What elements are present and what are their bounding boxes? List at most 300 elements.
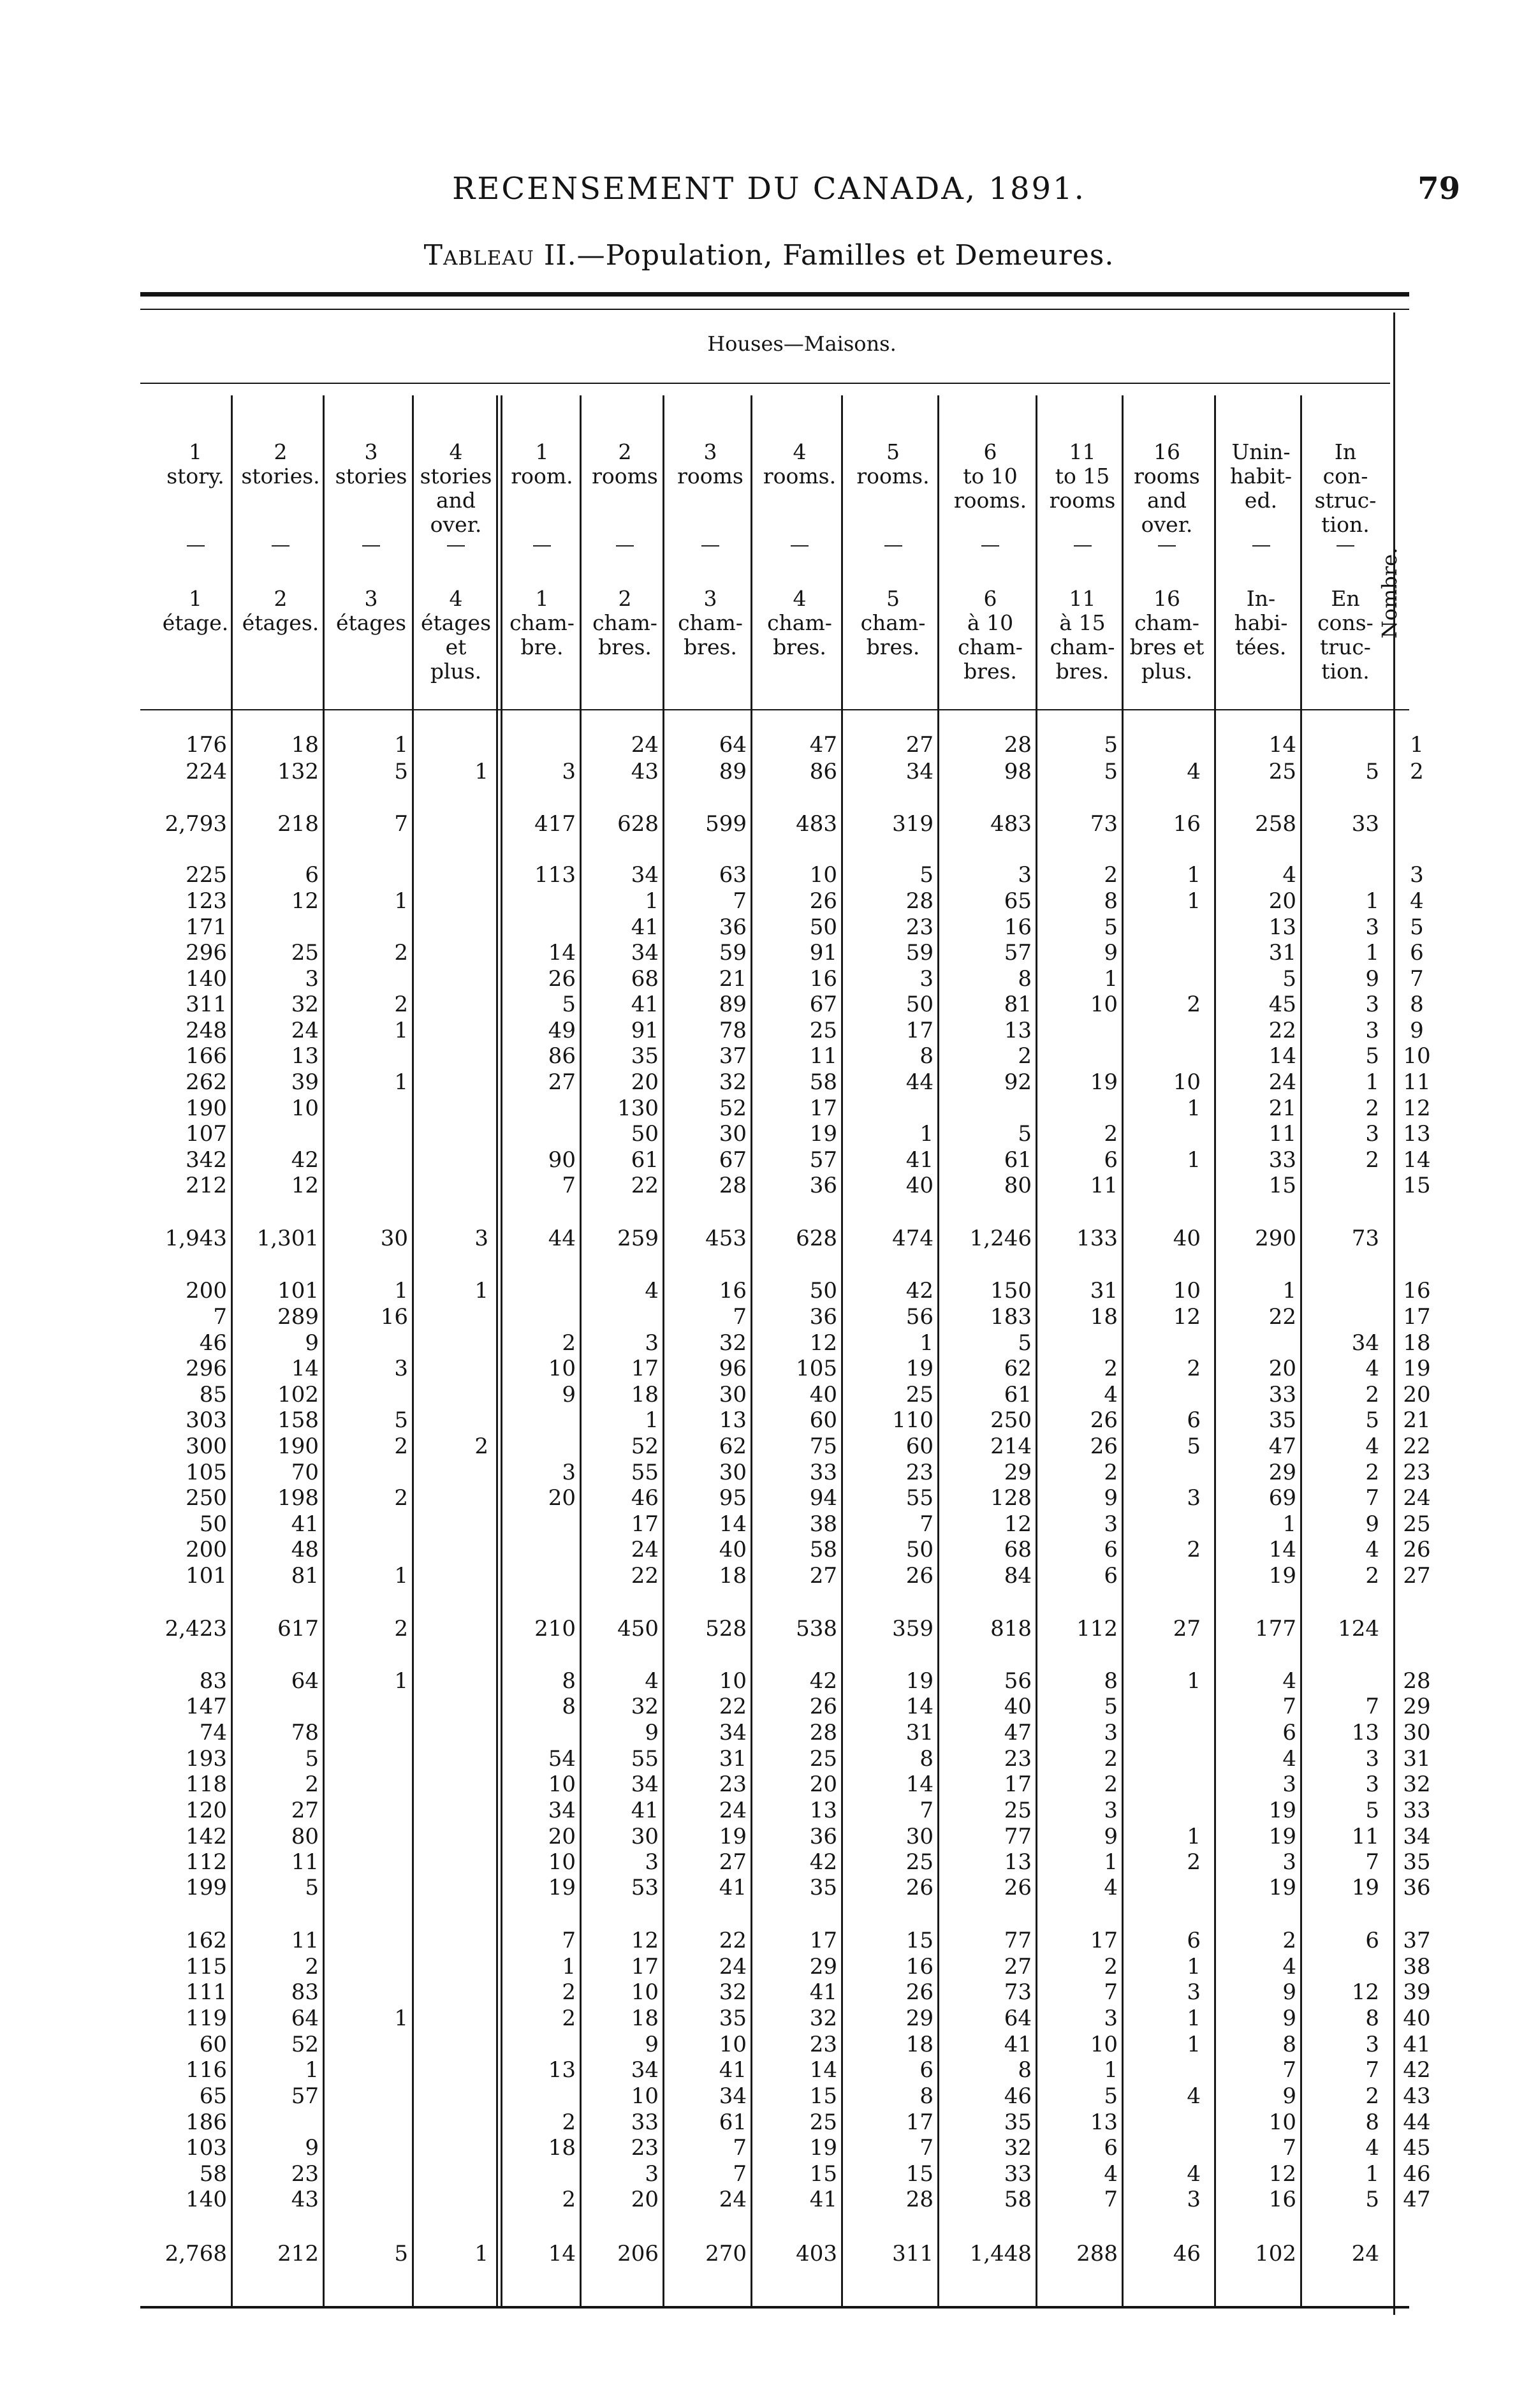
column-separator (323, 395, 325, 2309)
column-header-en-line: 5 (886, 439, 900, 464)
column-separator (412, 395, 414, 2309)
table-cell: 2 (1104, 1121, 1118, 1147)
column-separator (663, 395, 664, 2309)
row-number: 40 (1403, 2006, 1431, 2031)
table-cell: 18 (1090, 1304, 1118, 1330)
table-cell: 19 (1090, 1069, 1118, 1095)
table-cell: 5 (1018, 1330, 1032, 1356)
table-cell: 40 (1004, 1694, 1032, 1719)
table-cell: 2 (1365, 1563, 1379, 1589)
table-cell: 8 (919, 1746, 934, 1772)
table-cell: 5 (1365, 759, 1379, 784)
table-cell: 5 (1104, 2083, 1118, 2109)
table-cell: 3 (645, 1330, 659, 1356)
table-cell: 262 (186, 1069, 227, 1095)
table-cell: 4 (1187, 2083, 1201, 2109)
table-cell: 19 (719, 1824, 747, 1849)
table-cell: 30 (905, 1824, 934, 1849)
table-cell: 16 (719, 1278, 747, 1303)
column-header-fr (235, 587, 326, 635)
table-cell: 34 (719, 1720, 747, 1745)
table-cell: 10 (548, 1356, 576, 1381)
table-cell: 7 (1365, 1849, 1379, 1875)
table-cell: 113 (534, 862, 576, 888)
column-header-fr (501, 587, 583, 659)
table-cell: 45 (1268, 992, 1296, 1017)
table-cell: 30 (631, 1824, 659, 1849)
table-cell: 27 (1173, 1616, 1201, 1641)
table-cell: 4 (1282, 862, 1296, 888)
column-header-fr-line: 2 (274, 586, 288, 611)
table-cell: 85 (199, 1382, 227, 1407)
column-header-fr-line: 16 (1154, 586, 1180, 611)
table-cell: 65 (1004, 888, 1032, 914)
table-cell: 27 (291, 1798, 319, 1823)
table-cell: 7 (1104, 2187, 1118, 2212)
table-cell: 19 (1268, 1563, 1296, 1589)
table-cell: 20 (1268, 888, 1296, 914)
table-cell: 28 (809, 1720, 837, 1745)
table-cell: 12 (1268, 2161, 1296, 2187)
table-cell: 103 (186, 2135, 227, 2161)
table-cell: 5 (1187, 1434, 1201, 1459)
table-cell: 147 (186, 1694, 227, 1719)
table-cell: 23 (905, 1460, 934, 1485)
row-number: 2 (1410, 759, 1424, 784)
table-cell: 34 (631, 940, 659, 965)
table-cell: 18 (548, 2135, 576, 2161)
table-cell: 25 (1004, 1798, 1032, 1823)
table-cell: 4 (1187, 759, 1201, 784)
table-cell: 14 (1268, 1537, 1296, 1562)
table-cell: 17 (631, 1356, 659, 1381)
column-header-fr (754, 587, 845, 659)
header-dash (187, 545, 205, 547)
table-cell: 3 (562, 1460, 576, 1485)
table-cell: 1 (474, 1278, 488, 1303)
table-cell: 3 (1365, 992, 1379, 1017)
column-header-fr-line: 11 (1069, 586, 1096, 611)
table-cell: 34 (905, 759, 934, 784)
header-dash (1337, 545, 1354, 547)
table-cell: 1 (1104, 1849, 1118, 1875)
table-cell: 4 (1282, 1746, 1296, 1772)
table-cell: 19 (1268, 1798, 1296, 1823)
table-cell: 34 (548, 1798, 576, 1823)
table-cell: 50 (905, 992, 934, 1017)
table-cell: 190 (277, 1434, 319, 1459)
table-cell: 14 (291, 1356, 319, 1381)
table-cell: 32 (719, 1979, 747, 2005)
table-cell: 24 (719, 1798, 747, 1823)
row-number: 32 (1403, 1772, 1431, 1797)
table-cell: 22 (631, 1173, 659, 1198)
table-cell: 49 (548, 1018, 576, 1043)
table-cell: 20 (809, 1772, 837, 1797)
table-cell: 13 (1090, 2110, 1118, 2135)
table-cell: 1 (1282, 1278, 1296, 1303)
column-header-en-line: story. (166, 464, 224, 488)
header-dash (533, 545, 551, 547)
table-cell: 193 (186, 1746, 227, 1772)
table-cell: 17 (631, 1954, 659, 1979)
column-header-en-line: 1 (189, 439, 202, 464)
table-cell: 7 (1104, 1979, 1118, 2005)
table-cell: 342 (186, 1147, 227, 1173)
table-cell: 58 (809, 1069, 837, 1095)
table-cell: 4 (1282, 1954, 1296, 1979)
row-number: 8 (1410, 992, 1424, 1017)
table-cell: 17 (905, 1018, 934, 1043)
row-number: 13 (1403, 1121, 1431, 1147)
table-cell: 4 (645, 1278, 659, 1303)
table-cell: 10 (1268, 2110, 1296, 2135)
table-cell: 2 (562, 1979, 576, 2005)
column-header-fr (1218, 587, 1304, 659)
row-number: 23 (1403, 1460, 1431, 1485)
table-cell: 57 (291, 2083, 319, 2109)
table-cell: 60 (905, 1434, 934, 1459)
table-cell: 1 (1282, 1511, 1296, 1537)
table-cell: 11 (1090, 1173, 1118, 1198)
column-header-fr-line: 3 (703, 586, 717, 611)
table-cell: 105 (186, 1460, 227, 1485)
table-cell: 25 (1268, 759, 1296, 784)
table-cell: 1 (474, 759, 488, 784)
table-cell: 9 (1104, 940, 1118, 965)
table-cell: 32 (291, 992, 319, 1017)
table-cell: 1 (1187, 1096, 1201, 1121)
table-cell: 5 (1104, 759, 1118, 784)
table-cell: 69 (1268, 1485, 1296, 1511)
table-cell: 5 (1282, 966, 1296, 992)
row-number: 5 (1410, 914, 1424, 940)
table-cell: 35 (1004, 2110, 1032, 2135)
table-cell: 19 (1268, 1824, 1296, 1849)
column-header-fr (326, 587, 416, 635)
column-separator (937, 395, 939, 2309)
column-header-fr-line: 4 (449, 586, 463, 611)
table-cell: 319 (892, 811, 934, 837)
table-cell: 303 (186, 1407, 227, 1433)
table-cell: 617 (277, 1616, 319, 1641)
table-cell: 10 (809, 862, 837, 888)
table-cell: 30 (719, 1382, 747, 1407)
table-cell: 5 (1104, 914, 1118, 940)
table-cell: 2 (1104, 1772, 1118, 1797)
column-header-fr-line: étages. (242, 610, 319, 635)
row-number: 15 (1403, 1173, 1431, 1198)
table-cell: 118 (186, 1772, 227, 1797)
table-cell: 1 (1104, 2057, 1118, 2083)
table-cell: 15 (809, 2083, 837, 2109)
table-cell: 6 (305, 862, 319, 888)
table-cell: 50 (809, 914, 837, 940)
column-header-fr-line: In- (1246, 586, 1276, 611)
table-cell: 5 (1365, 1798, 1379, 1823)
table-cell: 166 (186, 1043, 227, 1069)
row-number: 22 (1403, 1434, 1431, 1459)
table-cell: 31 (1268, 940, 1296, 965)
table-cell: 77 (1004, 1824, 1032, 1849)
table-cell: 9 (645, 2032, 659, 2057)
table-cell: 33 (1351, 811, 1379, 837)
table-cell: 599 (705, 811, 747, 837)
table-cell: 5 (394, 1407, 408, 1433)
table-cell: 123 (186, 888, 227, 914)
column-header-fr-line: cham- (860, 610, 926, 635)
table-cell: 31 (1090, 1278, 1118, 1303)
table-cell: 158 (277, 1407, 319, 1433)
table-title (0, 239, 1538, 272)
table-cell: 2 (562, 2006, 576, 2031)
table-cell: 311 (892, 2241, 934, 2266)
column-header-en-line: and (436, 488, 476, 513)
row-number: 30 (1403, 1720, 1431, 1745)
table-cell: 35 (809, 1875, 837, 1900)
column-header-en-line: con- (1322, 464, 1368, 488)
table-cell: 89 (719, 992, 747, 1017)
table-cell: 92 (1004, 1069, 1032, 1095)
table-cell: 206 (617, 2241, 659, 2266)
table-cell: 35 (719, 2006, 747, 2031)
table-cell: 22 (1268, 1304, 1296, 1330)
top-rule-thin (140, 309, 1409, 310)
table-cell: 177 (1255, 1616, 1296, 1641)
table-cell: 417 (534, 811, 576, 837)
table-cell: 7 (919, 2135, 934, 2161)
column-header-en-line: struc- (1314, 488, 1377, 513)
table-cell: 43 (291, 2187, 319, 2212)
table-cell: 25 (905, 1382, 934, 1407)
column-header-en-line: 2 (274, 439, 288, 464)
table-cell: 46 (1173, 2241, 1201, 2266)
table-cell: 17 (905, 2110, 934, 2135)
table-cell: 20 (631, 1069, 659, 1095)
row-number: 42 (1403, 2057, 1431, 2083)
row-number: 45 (1403, 2135, 1431, 2161)
table-cell: 818 (990, 1616, 1032, 1641)
table-cell: 26 (1090, 1434, 1118, 1459)
table-cell: 17 (809, 1096, 837, 1121)
table-cell: 140 (186, 2187, 227, 2212)
table-cell: 17 (631, 1511, 659, 1537)
table-cell: 2 (1365, 1096, 1379, 1121)
table-cell: 19 (905, 1668, 934, 1694)
column-header-fr-line: à 10 (967, 610, 1014, 635)
row-number: 20 (1403, 1382, 1431, 1407)
table-cell: 14 (905, 1772, 934, 1797)
row-number: 7 (1410, 966, 1424, 992)
table-cell: 289 (277, 1304, 319, 1330)
header-dash (701, 545, 719, 547)
table-cell: 35 (631, 1043, 659, 1069)
header-dash (1074, 545, 1092, 547)
table-cell: 52 (631, 1434, 659, 1459)
table-cell: 1,943 (165, 1226, 227, 1251)
table-cell: 224 (186, 759, 227, 784)
table-cell: 7 (1365, 1694, 1379, 1719)
table-cell: 132 (277, 759, 319, 784)
table-cell: 29 (809, 1954, 837, 1979)
table-cell: 11 (809, 1043, 837, 1069)
column-header-en (1039, 440, 1125, 513)
table-cell: 41 (291, 1511, 319, 1537)
table-cell: 26 (905, 1979, 934, 2005)
column-header-fr (1039, 587, 1125, 684)
column-header-fr-line: habi- (1234, 610, 1288, 635)
table-cell: 91 (631, 1018, 659, 1043)
table-title-prefix: Tableau (423, 239, 534, 272)
table-cell: 2,793 (165, 811, 227, 837)
table-cell: 73 (1351, 1226, 1379, 1251)
table-cell: 34 (631, 2057, 659, 2083)
table-cell: 24 (719, 2187, 747, 2212)
column-header-fr-line: étages (335, 610, 407, 635)
column-header-en (1218, 440, 1304, 513)
table-cell: 25 (291, 940, 319, 965)
column-header-en-line: 3 (703, 439, 717, 464)
table-cell: 250 (186, 1485, 227, 1511)
table-cell: 2 (1187, 1537, 1201, 1562)
column-header-fr-line: étages (420, 610, 492, 635)
table-cell: 58 (199, 2161, 227, 2187)
column-header-fr-line: bres. (684, 635, 737, 659)
table-cell: 2 (1187, 992, 1201, 1017)
table-cell: 6 (1282, 1720, 1296, 1745)
row-number: 38 (1403, 1954, 1431, 1979)
table-cell: 12 (631, 1928, 659, 1953)
table-cell: 33 (1268, 1147, 1296, 1173)
table-cell: 23 (809, 2032, 837, 2057)
table-cell: 22 (1268, 1018, 1296, 1043)
table-cell: 10 (719, 2032, 747, 2057)
table-cell: 75 (809, 1434, 837, 1459)
table-cell: 27 (905, 732, 934, 758)
table-cell: 3 (1018, 862, 1032, 888)
header-dash (1252, 545, 1270, 547)
page-number: 79 (1417, 171, 1460, 207)
table-cell: 1 (394, 1563, 408, 1589)
table-cell: 36 (809, 1304, 837, 1330)
table-cell: 7 (1365, 2057, 1379, 2083)
table-cell: 42 (291, 1147, 319, 1173)
table-cell: 98 (1004, 759, 1032, 784)
column-header-fr-line: bres. (866, 635, 920, 659)
table-cell: 6 (1104, 1537, 1118, 1562)
table-cell: 258 (1255, 811, 1296, 837)
table-cell: 1 (1365, 888, 1379, 914)
table-cell: 42 (809, 1668, 837, 1694)
table-cell: 9 (1365, 966, 1379, 992)
column-header-en-line: rooms. (763, 464, 837, 488)
table-cell: 58 (1004, 2187, 1032, 2212)
table-cell: 56 (905, 1304, 934, 1330)
column-header-fr-line: En (1331, 586, 1360, 611)
table-cell: 13 (548, 2057, 576, 2083)
table-cell: 22 (719, 1928, 747, 1953)
table-cell: 2 (394, 1434, 408, 1459)
column-header-en-line: 3 (364, 439, 378, 464)
table-cell: 10 (1173, 1278, 1201, 1303)
group-header-rule (140, 383, 1390, 384)
column-header-en-line: to 10 (963, 464, 1018, 488)
table-cell: 115 (186, 1954, 227, 1979)
table-cell: 9 (1104, 1824, 1118, 1849)
table-cell: 4 (645, 1668, 659, 1694)
table-cell: 28 (719, 1173, 747, 1198)
table-cell: 60 (199, 2032, 227, 2057)
table-cell: 14 (1268, 732, 1296, 758)
table-cell: 68 (1004, 1537, 1032, 1562)
table-cell: 26 (548, 966, 576, 992)
table-cell: 73 (1004, 1979, 1032, 2005)
table-cell: 28 (905, 2187, 934, 2212)
table-cell: 81 (1004, 992, 1032, 1017)
table-cell: 13 (1004, 1018, 1032, 1043)
row-number: 44 (1403, 2110, 1431, 2135)
table-cell: 8 (919, 1043, 934, 1069)
table-cell: 36 (719, 914, 747, 940)
table-cell: 83 (199, 1668, 227, 1694)
table-cell: 11 (1351, 1824, 1379, 1849)
table-cell: 61 (719, 2110, 747, 2135)
table-cell: 81 (291, 1563, 319, 1589)
table-cell: 62 (719, 1434, 747, 1459)
column-header-en (416, 440, 496, 537)
table-cell: 12 (1004, 1511, 1032, 1537)
table-cell: 65 (199, 2083, 227, 2109)
table-cell: 24 (719, 1954, 747, 1979)
column-header-fr (416, 587, 496, 684)
column-header-fr-line: 5 (886, 586, 900, 611)
top-rule-thick (140, 292, 1409, 297)
column-header-fr-line: cham- (678, 610, 743, 635)
table-cell: 3 (1365, 2032, 1379, 2057)
column-header-fr-line: bres. (1055, 659, 1110, 684)
table-cell: 61 (1004, 1147, 1032, 1173)
column-header-en (1304, 440, 1387, 537)
table-cell: 1 (1365, 940, 1379, 965)
table-cell: 59 (905, 940, 934, 965)
table-cell: 19 (1351, 1875, 1379, 1900)
column-header-fr-line: cham- (958, 635, 1023, 659)
table-cell: 250 (990, 1407, 1032, 1433)
table-cell: 56 (1004, 1668, 1032, 1694)
table-cell: 5 (1104, 732, 1118, 758)
table-cell: 32 (1004, 2135, 1032, 2161)
table-cell: 9 (305, 1330, 319, 1356)
table-cell: 290 (1255, 1226, 1296, 1251)
table-cell: 119 (186, 2006, 227, 2031)
table-cell: 61 (631, 1147, 659, 1173)
table-cell: 8 (562, 1694, 576, 1719)
table-cell: 16 (1173, 811, 1201, 837)
table-cell: 78 (719, 1018, 747, 1043)
table-cell: 200 (186, 1278, 227, 1303)
table-cell: 34 (719, 2083, 747, 2109)
table-cell: 2 (1104, 1746, 1118, 1772)
column-header-fr-line: cons- (1317, 610, 1373, 635)
table-cell: 1 (1365, 2161, 1379, 2187)
table-cell: 12 (1173, 1304, 1201, 1330)
table-cell: 21 (719, 966, 747, 992)
column-header-fr-line: truc- (1320, 635, 1371, 659)
column-header-fr-line: plus. (430, 659, 482, 684)
header-dash (884, 545, 902, 547)
column-header-en-line: rooms (592, 464, 658, 488)
table-cell: 39 (291, 1069, 319, 1095)
